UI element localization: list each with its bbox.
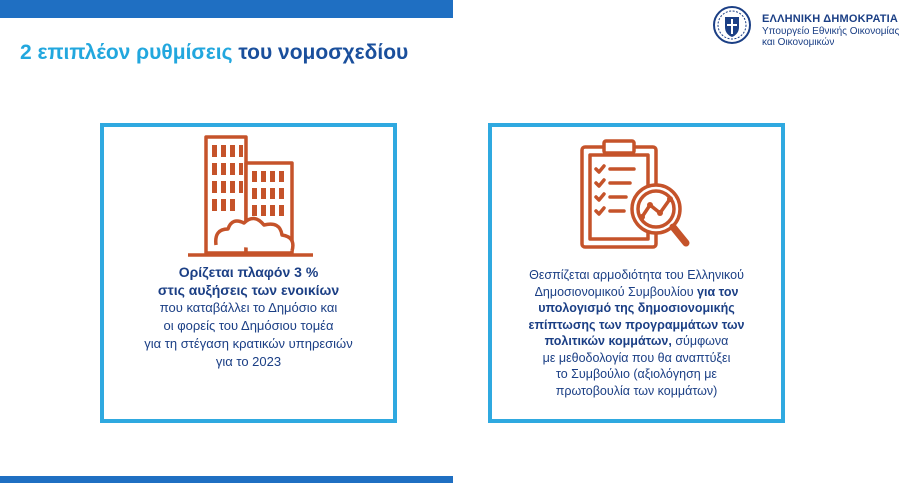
card-text [492, 267, 781, 399]
card-line: Θεσπίζεται αρμοδιότητα του Ελληνικού [529, 268, 744, 282]
card-line: για τη στέγαση κρατικών υπηρεσιών [144, 336, 353, 351]
card-line: που καταβάλλει το Δημόσιο και [159, 300, 338, 315]
page-title [20, 41, 408, 65]
card-line: οι φορείς του Δημόσιου τομέα [163, 318, 334, 333]
page-title-highlight: 2 επιπλέον ρυθμίσεις [20, 41, 233, 64]
card-line [492, 333, 781, 350]
card-line-tail: σύμφωνα [671, 334, 729, 348]
card-line: επίπτωσης των προγραμμάτων των [528, 317, 745, 332]
top-accent-bar [0, 0, 453, 18]
ministry-logo [712, 5, 900, 51]
card-line: υπολογισμό της δημοσιονομικής [538, 301, 735, 315]
card-line [492, 284, 781, 301]
card-line-part: Δημοσιονομικού Συμβουλίου [534, 284, 694, 299]
card-line: Ορίζεται πλαφόν 3 % [178, 264, 319, 280]
info-card-rent-cap [100, 123, 397, 423]
page-title-rest: του νομοσχεδίου [238, 41, 409, 64]
card-line: πρωτοβουλία των κομμάτων) [555, 383, 718, 398]
logo-subtitle-line1: Υπουργείο Εθνικής Οικονομίας [762, 26, 900, 37]
logo-title: ΕΛΛΗΝΙΚΗ ΔΗΜΟΚΡΑΤΙΑ [762, 13, 899, 25]
card-line-tail: για τον [693, 284, 739, 299]
bottom-accent-bar [0, 476, 453, 483]
card-line: με μεθοδολογία που θα αναπτύξει [542, 350, 731, 365]
card-line: για το 2023 [215, 354, 282, 369]
coat-of-arms-icon [712, 5, 752, 45]
logo-subtitle-line2: και Οικονομικών [762, 37, 835, 48]
buildings-icon [188, 133, 313, 261]
card-line: στις αυξήσεις των ενοικίων [157, 282, 340, 298]
card-line: το Συμβούλιο (αξιολόγηση με [556, 367, 717, 381]
info-card-fiscal-council [488, 123, 785, 423]
card-text [104, 263, 393, 371]
card-line-part: πολιτικών κομμάτων, [544, 334, 672, 348]
clipboard-analytics-icon [574, 135, 699, 263]
logo-subtitle [762, 26, 899, 48]
